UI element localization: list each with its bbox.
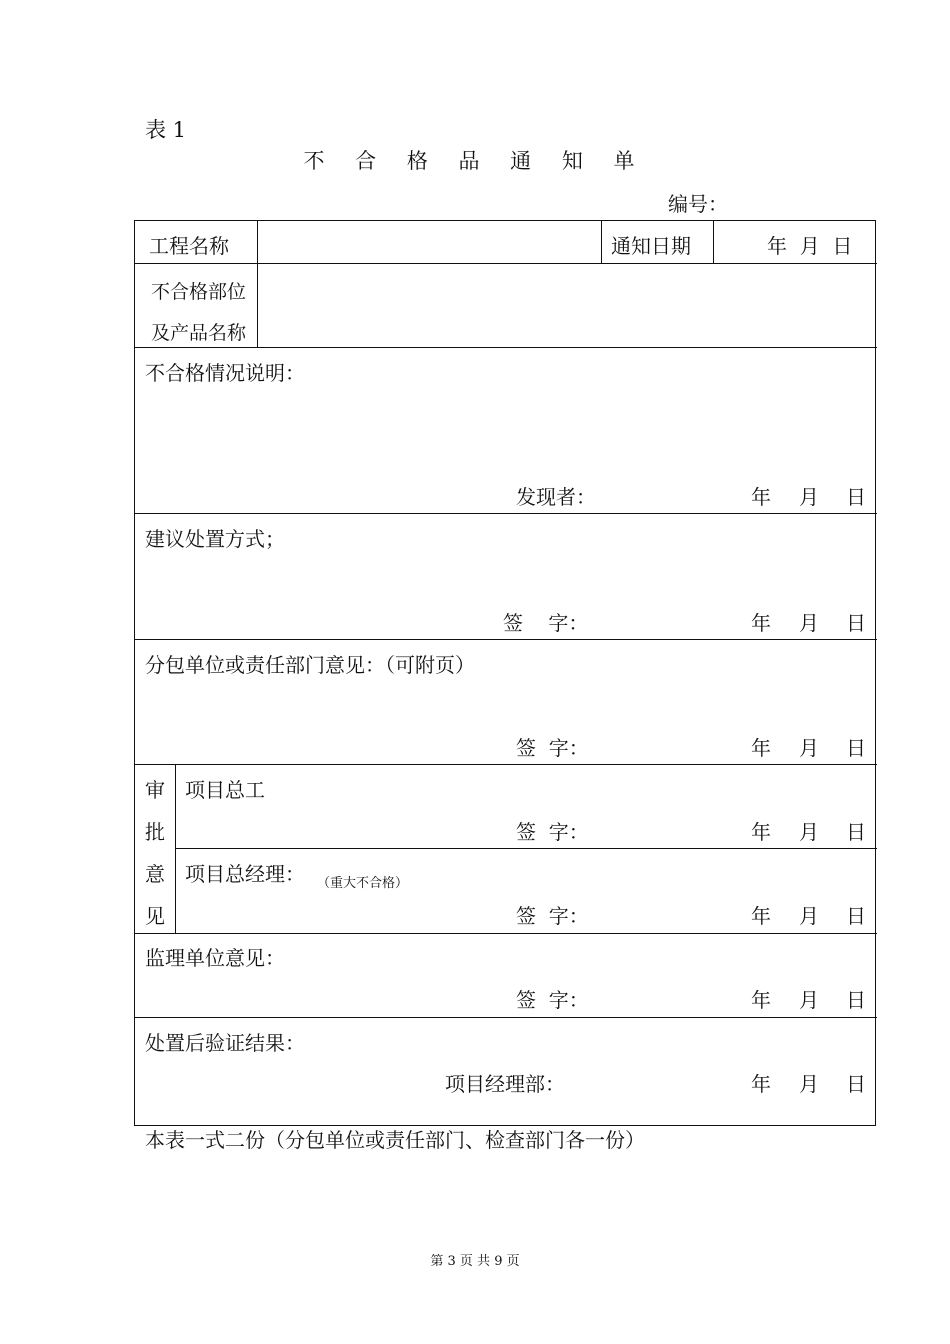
supervision-date-day: 日 — [846, 988, 866, 1012]
major-nonconformity-note: （重大不合格） — [317, 876, 409, 891]
table-number: 表 1 — [145, 118, 187, 142]
project-manager-date-month: 月 — [799, 904, 819, 928]
copies-note: 本表一式二份（分包单位或责任部门、检查部门各一份） — [145, 1128, 645, 1152]
project-manager-date-year: 年 — [751, 904, 771, 928]
disposal-date-month: 月 — [799, 611, 819, 635]
nonconformity-description-label: 不合格情况说明： — [145, 361, 305, 385]
verification-date-month: 月 — [799, 1072, 819, 1096]
defect-location-field[interactable] — [259, 265, 875, 345]
serial-number-label: 编号： — [668, 192, 728, 216]
chief-engineer-date-month: 月 — [799, 820, 819, 844]
project-manager-label: 项目总经理： — [185, 862, 305, 886]
discover-date-year: 年 — [751, 485, 771, 509]
subcontractor-opinion-label: 分包单位或责任部门意见：（可附页） — [145, 653, 475, 677]
subcontractor-date-day: 日 — [846, 736, 866, 760]
approval-side-char-1: 审 — [145, 778, 165, 802]
discover-date-day: 日 — [846, 485, 866, 509]
defect-location-label-line1: 不合格部位 — [151, 281, 247, 303]
defect-location-label-line2: 及产品名称 — [151, 322, 247, 344]
page-footer: 第 3 页 共 9 页 — [430, 1254, 520, 1269]
chief-engineer-date-day: 日 — [846, 820, 866, 844]
notice-date-label: 通知日期 — [611, 234, 691, 258]
notice-form — [134, 220, 876, 1126]
notice-date-value[interactable]: 年 月 日 — [767, 234, 853, 258]
form-title: 不 合 格 品 通 知 单 — [303, 149, 647, 173]
discoverer-label: 发现者： — [516, 485, 596, 509]
approval-side-char-3: 意 — [145, 862, 165, 886]
supervision-opinion-label: 监理单位意见： — [145, 946, 285, 970]
project-manager-signature-label: 签 字： — [516, 904, 589, 928]
subcontractor-date-month: 月 — [799, 736, 819, 760]
verification-result-label: 处置后验证结果： — [145, 1031, 305, 1055]
disposal-date-day: 日 — [846, 611, 866, 635]
disposal-signature-label: 签 字： — [503, 611, 589, 635]
project-department-label: 项目经理部： — [445, 1072, 565, 1096]
suggested-disposal-label: 建议处置方式； — [145, 527, 285, 551]
supervision-date-year: 年 — [751, 988, 771, 1012]
chief-engineer-signature-label: 签 字： — [516, 820, 589, 844]
chief-engineer-label: 项目总工 — [185, 778, 265, 802]
verification-date-year: 年 — [751, 1072, 771, 1096]
disposal-date-year: 年 — [751, 611, 771, 635]
chief-engineer-date-year: 年 — [751, 820, 771, 844]
subcontractor-signature-label: 签 字： — [516, 736, 589, 760]
project-name-label: 工程名称 — [149, 234, 229, 258]
supervision-date-month: 月 — [799, 988, 819, 1012]
project-name-field[interactable] — [259, 223, 599, 261]
verification-date-day: 日 — [846, 1072, 866, 1096]
project-manager-date-day: 日 — [846, 904, 866, 928]
subcontractor-date-year: 年 — [751, 736, 771, 760]
approval-side-char-2: 批 — [145, 820, 165, 844]
discover-date-month: 月 — [799, 485, 819, 509]
supervision-signature-label: 签 字： — [516, 988, 589, 1012]
approval-side-char-4: 见 — [145, 904, 165, 928]
